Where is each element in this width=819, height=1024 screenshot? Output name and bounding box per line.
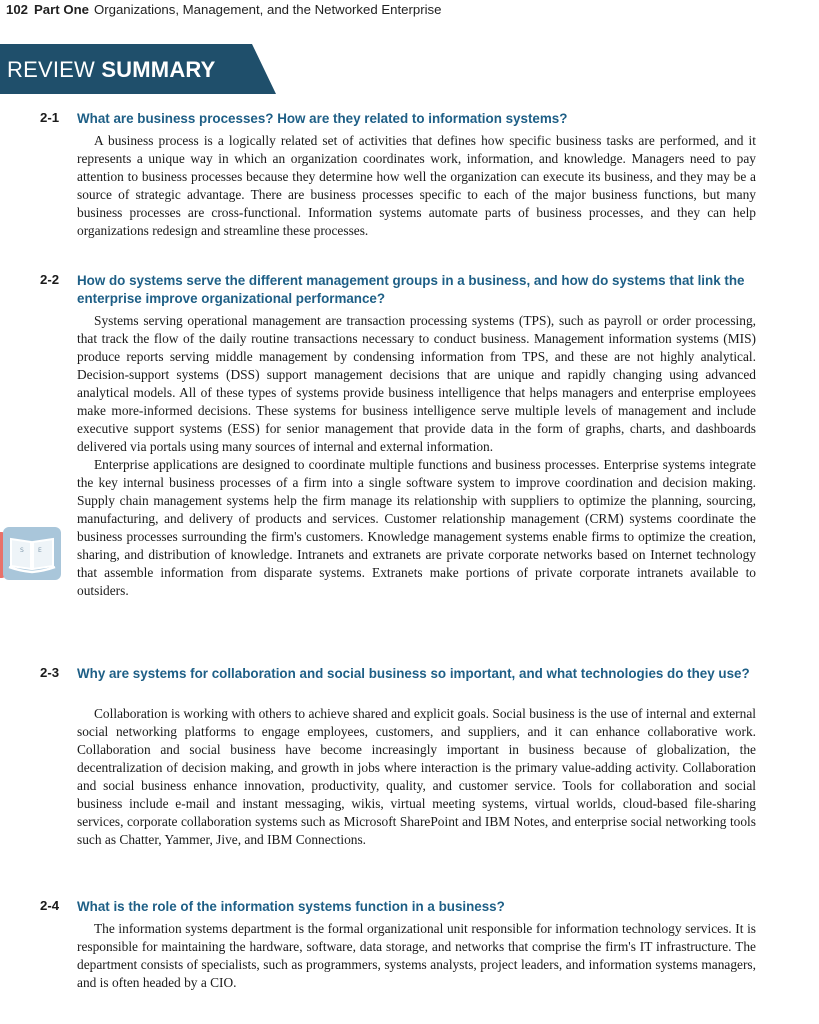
book-left-letter: S (20, 547, 24, 554)
paragraph: A business process is a logically related set of activities that defines how specific business tasks are performed, and it represents a unique way in which an organization coordinates work, information, and knowledge. Managers need to pay attention to business processes because they determine how well the organization can execute its business, and they may be a source of strategic advantage. There are business processes specific to each of the major business functions, but many business processes are cross-functional. Information systems automate parts of business processes, and they can help organizations redesign and streamline these processes. (77, 133, 756, 238)
section-number: 2-2 (40, 272, 60, 287)
section-body (77, 312, 756, 600)
section-body (77, 705, 756, 849)
review-summary-heading (7, 57, 216, 83)
section-question: Why are systems for collaboration and social business so important, and what technologies do they use? (77, 666, 750, 681)
section-number: 2-1 (40, 110, 60, 125)
paragraph: Enterprise applications are designed to coordinate multiple functions and business processes. Enterprise systems integrate the key internal business processes of a firm into a single software system to improve coordination and decision making. Supply chain management systems help the firm manage its relationship with suppliers to optimize the planning, sourcing, manufacturing, and delivery of products and services. Customer relationship management (CRM) systems coordinate the business processes surrounding the firm's customers. Knowledge management systems enable firms to optimize the creation, sharing, and distribution of knowledge. Intranets and extranets are private corporate networks based on Internet technology that assemble information from disparate systems. Extranets make portions of private corporate intranets available to outsiders. (77, 457, 756, 598)
part-label: Part One (34, 2, 89, 17)
section-body (77, 920, 756, 992)
open-book-icon (3, 527, 61, 580)
section-question: How do systems serve the different management groups in a business, and how do systems that link the enterprise improve organizational performance? (77, 273, 745, 306)
paragraph: The information systems department is the formal organizational unit responsible for information technology services. It is responsible for maintaining the hardware, software, data storage, and networks that comprise the firm's IT infrastructure. The department consists of specialists, such as programmers, systems analysts, project leaders, and information systems managers, and is often headed by a CIO. (77, 921, 756, 990)
page-number: 102 (6, 2, 29, 17)
section-question: What are business processes? How are they related to information systems? (77, 111, 568, 126)
section-number: 2-3 (40, 665, 60, 680)
section-question: What is the role of the information systems function in a business? (77, 899, 505, 914)
paragraph: Systems serving operational management are transaction processing systems (TPS), such as payroll or order processing, that track the flow of the daily routine transactions necessary to conduct business. Management information systems (MIS) produce reports serving middle management by condensing information from TPS, and these are not highly analytical. Decision-support systems (DSS) support management decisions that are unique and rapidly changing using advanced analytical models. All of these types of systems provide business intelligence that helps managers and enterprise employees make more-informed decisions. These systems for business intelligence serve multiple levels of management and include executive support systems (ESS) for senior management that provide data in the form of graphs, charts, and dashboards delivered via portals using many sources of internal and external information. (77, 313, 756, 454)
banner-word-summary: SUMMARY (101, 57, 216, 82)
ebook-icon[interactable] (3, 527, 61, 580)
paragraph: Collaboration is working with others to achieve shared and explicit goals. Social business is the use of internal and external social networking platforms to engage employees, customers, and suppliers, and it can enhance collaborative work. Collaboration and social business have become increasingly important in business because of globalization, the decentralization of decision making, and growth in jobs where interaction is the primary value-adding activity. Collaboration and social business enhance innovation, productivity, quality, and customer service. Tools for collaboration and social business include e-mail and instant messaging, wikis, virtual meeting systems, virtual worlds, cloud-based file-sharing services, corporate collaboration systems such as Microsoft SharePoint and IBM Notes, and enterprise social networking tools such as Chatter, Yammer, Jive, and IBM Connections. (77, 706, 756, 847)
section-body (77, 132, 756, 240)
book-right-letter: E (38, 547, 42, 554)
section-number: 2-4 (40, 898, 60, 913)
banner-word-review: REVIEW (7, 57, 95, 82)
running-head (6, 2, 441, 17)
chapter-title: Organizations, Management, and the Networked Enterprise (93, 2, 442, 17)
